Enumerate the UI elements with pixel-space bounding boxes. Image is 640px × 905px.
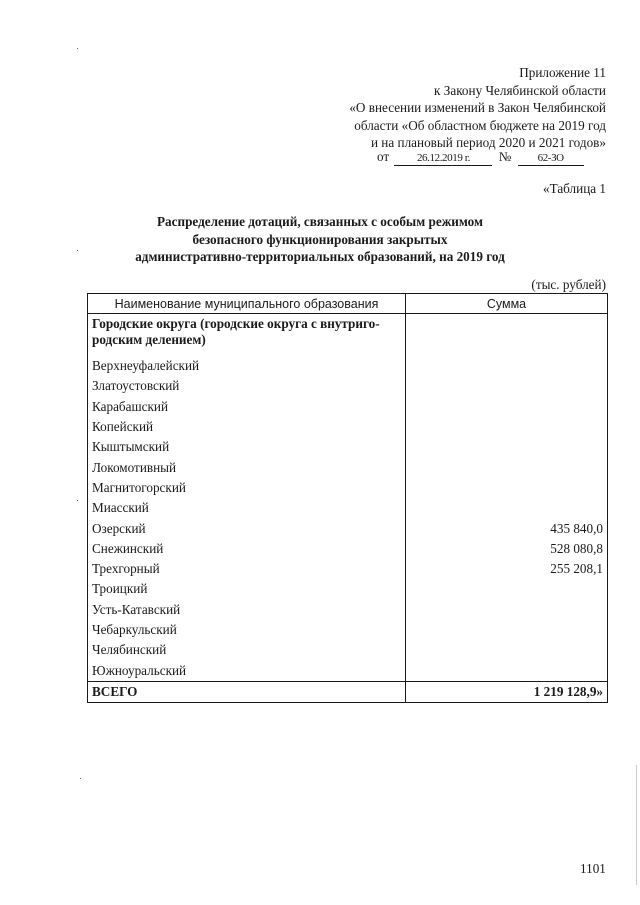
row-amount: 435 840,0 — [406, 518, 608, 538]
title-line-3: административно-территориальных образований, на 2019 год — [135, 249, 505, 264]
row-name: Копейский — [88, 417, 406, 437]
law-number: 62-ЗО — [518, 152, 584, 166]
row-amount — [406, 356, 608, 376]
appendix-law-title-1: «О внесении изменений в Закон Челябинской — [349, 100, 606, 115]
row-name: Кыштымский — [88, 437, 406, 457]
total-amount: 1 219 128,9» — [406, 681, 608, 702]
scan-artifact — [80, 778, 81, 779]
total-label: ВСЕГО — [88, 681, 406, 702]
table-row — [88, 559, 608, 579]
title-line-2: безопасного функционирования закрытых — [192, 231, 448, 247]
table-row — [88, 397, 608, 417]
row-amount — [406, 498, 608, 518]
table-row — [88, 660, 608, 681]
table-row — [88, 518, 608, 538]
date-prefix: от — [377, 149, 390, 164]
row-name: Чебаркульский — [88, 620, 406, 640]
row-amount — [406, 417, 608, 437]
table-row — [88, 539, 608, 559]
table-row — [88, 600, 608, 620]
row-name: Снежинский — [88, 539, 406, 559]
table-label: «Таблица 1 — [543, 181, 606, 196]
row-name: Миасский — [88, 498, 406, 518]
scan-artifact — [77, 250, 78, 251]
allocation-table — [87, 293, 608, 703]
page-number: 1101 — [580, 861, 606, 876]
law-date: 26.12.2019 г. — [394, 152, 492, 166]
table-row — [88, 356, 608, 376]
row-amount — [406, 376, 608, 396]
row-amount — [406, 397, 608, 417]
row-name: Озерский — [88, 518, 406, 538]
law-date-number — [377, 149, 584, 166]
table-row — [88, 579, 608, 599]
row-amount: 528 080,8 — [406, 539, 608, 559]
row-name: Троицкий — [88, 579, 406, 599]
column-header-amount: Сумма — [406, 294, 608, 314]
scan-artifact — [77, 48, 78, 49]
table-row — [88, 640, 608, 660]
row-amount — [406, 660, 608, 681]
row-name: Усть-Катавский — [88, 600, 406, 620]
group-amount — [406, 314, 608, 357]
group-label — [88, 314, 406, 357]
table-header-row — [88, 294, 608, 314]
row-name: Южноуральский — [88, 660, 406, 681]
table-row — [88, 437, 608, 457]
row-amount — [406, 600, 608, 620]
table-row — [88, 417, 608, 437]
appendix-law-ref: к Закону Челябинской области — [434, 82, 606, 98]
row-name: Локомотивный — [88, 457, 406, 477]
row-name: Трехгорный — [88, 559, 406, 579]
appendix-number: Приложение 11 — [519, 65, 606, 80]
document-title — [100, 213, 540, 266]
scan-artifact — [77, 500, 78, 501]
number-prefix: № — [498, 149, 512, 164]
column-header-name: Наименование муниципального образования — [88, 294, 406, 314]
row-amount — [406, 478, 608, 498]
row-amount: 255 208,1 — [406, 559, 608, 579]
appendix-header — [276, 64, 606, 152]
table-row — [88, 620, 608, 640]
total-row — [88, 681, 608, 702]
group-row — [88, 314, 608, 357]
scan-artifact — [636, 765, 637, 885]
table-row — [88, 498, 608, 518]
row-name: Магнитогорский — [88, 478, 406, 498]
row-name: Златоустовский — [88, 376, 406, 396]
row-amount — [406, 457, 608, 477]
appendix-law-title-2: области «Об областном бюджете на 2019 год — [354, 117, 606, 133]
row-name: Челябинский — [88, 640, 406, 660]
table-row — [88, 478, 608, 498]
table-row — [88, 457, 608, 477]
group-label-line-2: родским делением) — [92, 332, 206, 347]
row-amount — [406, 579, 608, 599]
row-name: Карабашский — [88, 397, 406, 417]
row-amount — [406, 640, 608, 660]
appendix-law-title-3: и на плановый период 2020 и 2021 годов» — [370, 135, 606, 150]
row-name: Верхнеуфалейский — [88, 356, 406, 376]
unit-label: (тыс. рублей) — [531, 277, 606, 292]
row-amount — [406, 437, 608, 457]
row-amount — [406, 620, 608, 640]
title-line-1: Распределение дотаций, связанных с особым режимом — [156, 214, 483, 229]
group-label-line-1: Городские округа (городские округа с внутриго- — [92, 316, 380, 331]
table-row — [88, 376, 608, 396]
